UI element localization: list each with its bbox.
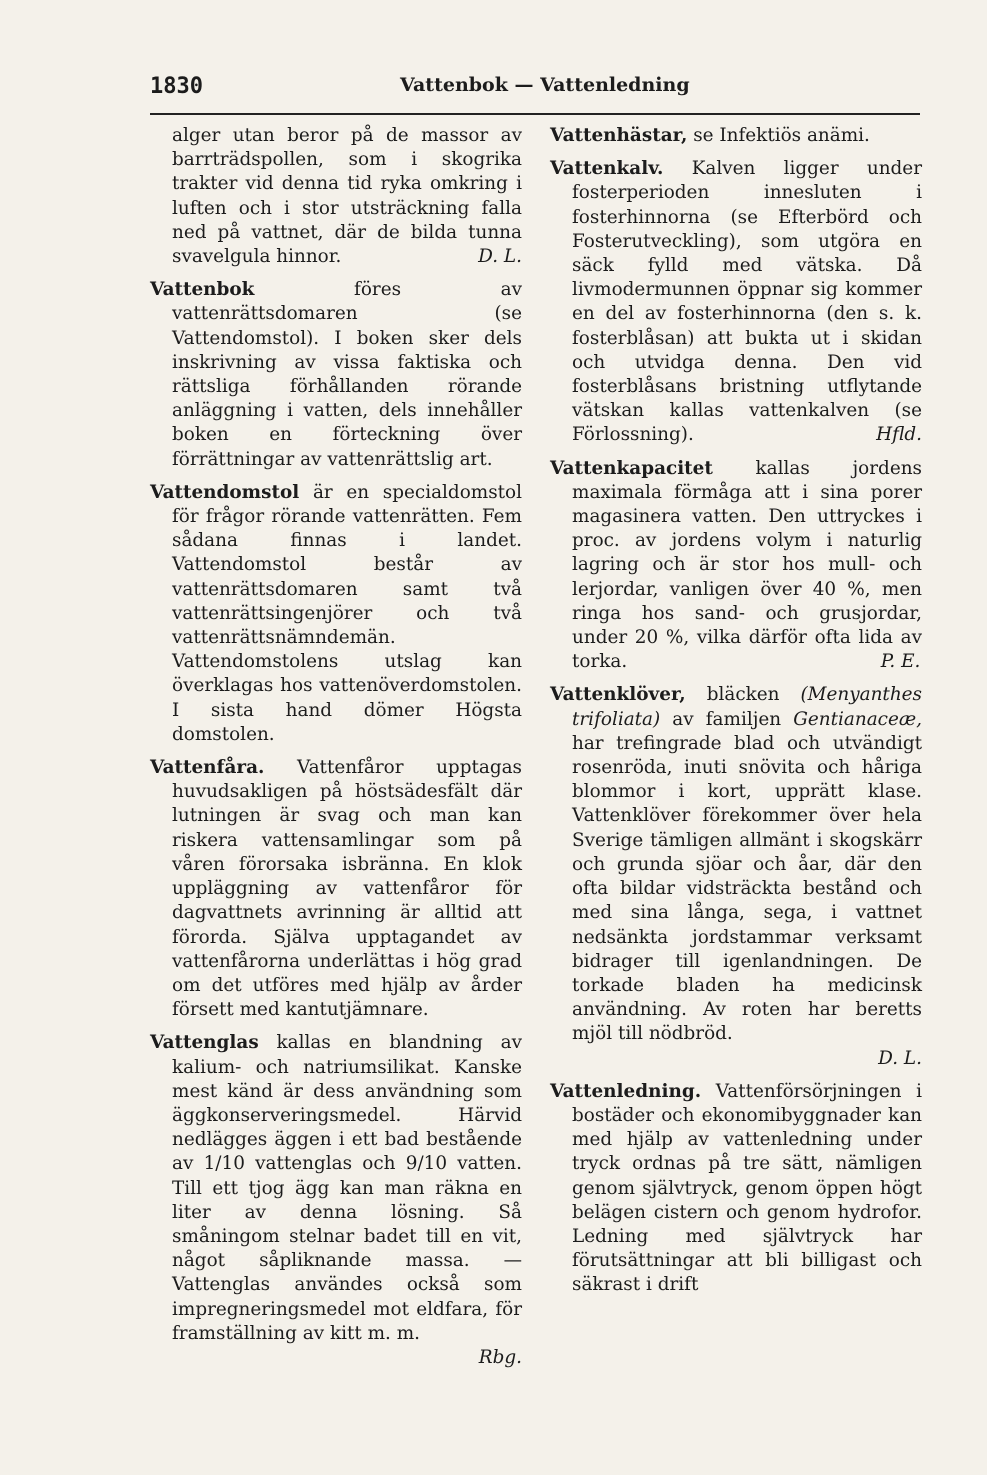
entry-headword: Vattenhästar, (550, 125, 688, 146)
entry-text: föres av vattenrättsdomaren (se Vattendomstol). I boken sker dels inskrivning av vissa faktiska och rättsliga förhållanden rörande anläggning i vatten, dels innehåller boken en förteckning över förrättningar av vattenrättslig art. (172, 279, 522, 470)
entry-signature: D. L. (478, 246, 522, 268)
entry-text: se Infektiös anämi. (687, 125, 870, 146)
latin-name: (Menyanthes trifoliata) (572, 684, 922, 730)
entry-text: Vattenfåror upptagas huvudsakligen på höstsädesfält där lutningen är svag och man kan riskera vattensamlingar som på våren förorsaka isbränna. En klok uppläggning av vattenfåror för dagvattnets avrinning är alltid att förorda. Själva upptagandet av vattenfårorna underlättas i hög grad om det utföres med hjälp av årder försett med kantutjämnare. (172, 757, 522, 1021)
entry-signature: D. L. (878, 1047, 922, 1069)
header-rule (150, 113, 920, 115)
entry-text: har trefingrade blad och utvändigt rosenröda, inuti snövita och håriga blommor i kort, upprätt klase. Vattenklöver förekommer över hela Sverige tämligen allmänt i skogskärr och grunda sjöar och åar, där den ofta bildar vidsträckta bestånd och med sina långa, sega, i vattnet nedsänkta jordstammar verksamt bidrager till igenlandningen. De torkade bladen ha medicinsk användning. Av roten har beretts mjöl till nödbröd. (572, 732, 922, 1045)
entry-headword: Vattenledning. (550, 1080, 702, 1102)
entry-text: alger utan beror på de massor av barrträdspollen, som i skogrika trakter vid denna tid ryka omkring i luften och i stor utsträckning falla ned på vattnet, där de bilda tunna svavelgula hinnor. (172, 125, 522, 268)
entry-text: Vattenförsörjningen i bostäder och ekonomibyggnader kan med hjälp av vattenledning under tryck ordnas på tre sätt, nämligen genom självtryck, genom öppen högt belägen cistern och genom hydrofor. Ledning med självtryck har förutsättningar att bli billigast och säkrast i drift (572, 1080, 922, 1296)
entry-vattenhastar (550, 124, 922, 148)
entry-headword: Vattendomstol (150, 481, 300, 503)
entry-headword: Vattenbok (150, 279, 255, 301)
entry-text: kallas en blandning av kalium- och natriumsilikat. Kanske mest känd är dess användning som äggkonserveringsmedel. Härvid nedlägges äggen i ett bad bestående av 1/10 vattenglas och 9/10 vatten. Till ett tjog ägg kan man räkna en liter av denna lösning. Så småningom stelnar badet till en vit, något såpliknande massa. — Vattenglas användes också som impregneringsmedel mot eldfara, för framställning av kitt m. m. (172, 1032, 522, 1344)
page-number: 1830 (150, 74, 203, 99)
entry-signature: Hfld. (876, 424, 922, 446)
entry-text: kallas jordens maximala förmåga att i sina porer magasinera vatten. Den uttryckes i proc. av jordens volym i naturlig lagring och är stor hos mull- och lerjordar, vanligen över 40 %, men ringa hos sand- och grusjordar, under 20 %, vilka därför ofta lida av torka. (572, 457, 922, 673)
entry-continuation (150, 124, 522, 269)
running-head: Vattenbok — Vattenledning (400, 74, 690, 96)
entry-vattenbok (150, 278, 522, 472)
entry-vattendomstol (150, 481, 522, 747)
right-column (550, 124, 922, 1307)
entry-text: Kalven ligger under fosterperioden innesluten i fosterhinnorna (se Efterbörd och Fosterutveckling), som utgöra en säck fylld med vätska. Då livmodermunnen öppnar sig kommer en del av fosterhinnorna (den s. k. fosterblåsan) att bukta ut i skidan och utvidga denna. Den vid fosterblåsans bristning utflytande vätskan kallas vattenkalven (se Förlossning). (572, 158, 922, 446)
entry-signature: Rbg. (478, 1346, 522, 1368)
entry-headword: Vattenklöver, (550, 684, 686, 706)
entry-text: är en specialdomstol för frågor rörande vattenrätten. Fem sådana finnas i landet. Vattendomstol består av vattenrättsdomaren samt två vattenrättsingenjörer och två vattenrättsnämndemän. Vattendomstolens utslag kan överklagas hos vattenöverdomstolen. I sista hand dömer Högsta domstolen. (172, 481, 522, 745)
family-name: Gentianaceæ, (793, 708, 922, 730)
entry-signature: P. E. (880, 651, 921, 673)
entry-headword: Vattenfåra. (150, 757, 265, 779)
entry-headword: Vattenkalv. (550, 158, 664, 180)
entry-headword: Vattenkapacitet (550, 457, 713, 479)
entry-headword: Vattenglas (150, 1032, 259, 1054)
entry-vattenkalv (550, 157, 922, 447)
entry-vattenglas (150, 1031, 522, 1370)
page-header (150, 74, 920, 104)
entry-text: bläcken (685, 684, 801, 706)
entry-vattenfara (150, 756, 522, 1022)
entry-text: av familjen (660, 708, 794, 730)
entry-vattenklover (550, 683, 922, 1070)
entry-vattenkapacitet (550, 457, 922, 675)
left-column (150, 124, 522, 1379)
entry-vattenledning (550, 1080, 922, 1298)
